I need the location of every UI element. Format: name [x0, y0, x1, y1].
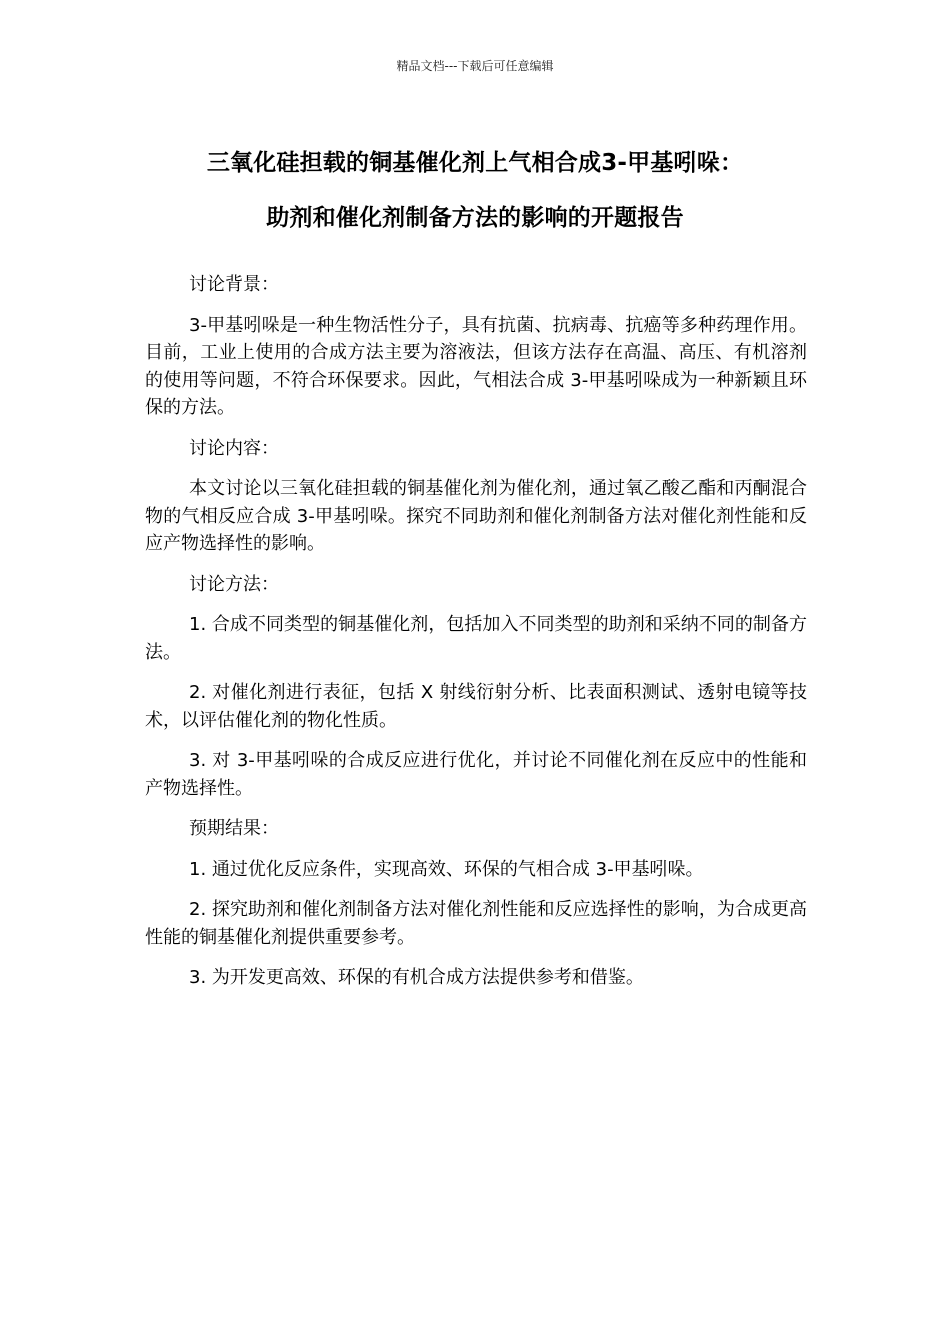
section-heading-content: 讨论内容：	[189, 437, 279, 459]
result-item-2: 2. 探究助剂和催化剂制备方法对催化剂性能和反应选择性的影响，为合成更高性能的铜基催化剂提供重要参考。	[145, 899, 807, 948]
method-item-2: 2. 对催化剂进行表征，包括 X 射线衍射分析、比表面积测试、透射电镜等技术，以评估催化剂的物化性质。	[145, 682, 807, 731]
section-heading-results: 预期结果：	[189, 818, 279, 839]
document-title	[140, 136, 810, 246]
result-item-1: 1. 通过优化反应条件，实现高效、环保的气相合成 3-甲基吲哚。	[189, 858, 704, 880]
title-line-1: 三氧化硅担载的铜基催化剂上气相合成3-甲基吲哚：	[206, 150, 744, 176]
document-body	[145, 271, 807, 1005]
paragraph-background: 3-甲基吲哚是一种生物活性分子，具有抗菌、抗病毒、抗癌等多种药理作用。目前，工业上使用的合成方法主要为溶液法，但该方法存在高温、高压、有机溶剂的使用等问题，不符合环保要求。因此，气相法合成 3-甲基吲哚成为一种新颖且环保的方法。	[145, 314, 807, 418]
header-note: 精品文档---下载后可任意编辑	[396, 59, 554, 73]
section-heading-methods: 讨论方法：	[189, 573, 279, 595]
result-item-3: 3. 为开发更高效、环保的有机合成方法提供参考和借鉴。	[189, 967, 644, 988]
title-line-2: 助剂和催化剂制备方法的影响的开题报告	[266, 205, 684, 231]
section-heading-background: 讨论背景：	[189, 274, 279, 295]
paragraph-content: 本文讨论以三氧化硅担载的铜基催化剂为催化剂，通过氧乙酸乙酯和丙酮混合物的气相反应合成 3-甲基吲哚。探究不同助剂和催化剂制备方法对催化剂性能和反应产物选择性的影响。	[145, 478, 807, 554]
method-item-3: 3. 对 3-甲基吲哚的合成反应进行优化，并讨论不同催化剂在反应中的性能和产物选择性。	[145, 750, 807, 799]
method-item-1: 1. 合成不同类型的铜基催化剂，包括加入不同类型的助剂和采纳不同的制备方法。	[145, 614, 807, 663]
